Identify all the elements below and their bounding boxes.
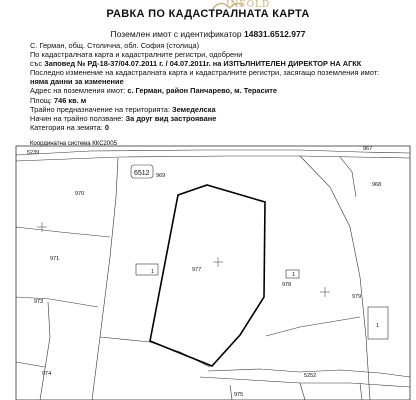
usage-label: Начин на трайно ползване:	[30, 113, 124, 123]
parcel-identifier: 14831.6512.977	[244, 29, 306, 39]
cadastral-map	[0, 137, 416, 400]
parcel-label-977: 977	[192, 267, 202, 273]
parcel-label-978: 978	[282, 282, 292, 288]
category-label: Категория на земята:	[30, 122, 103, 132]
parcel-label-5239: 5239	[27, 150, 40, 156]
parcel-label-971: 971	[50, 256, 60, 262]
category-line	[30, 123, 410, 132]
last-change-value: няма данни за изменение	[30, 77, 124, 87]
building-labels	[151, 269, 379, 329]
purpose-value: Земеделска	[172, 104, 216, 114]
subject-parcel-boundary	[150, 185, 265, 366]
parcel-label-5252: 5252	[304, 373, 317, 379]
building-label: 1	[151, 269, 155, 275]
area-line	[30, 96, 410, 105]
area-label: Площ:	[30, 95, 52, 105]
approval-line: По кадастралната карта и кадастралните регистри, одобрени	[30, 50, 243, 60]
address-line	[30, 86, 410, 95]
parcel-label-969: 969	[156, 173, 166, 179]
purpose-line	[30, 105, 410, 114]
usage-value: За друг вид застрояване	[125, 113, 217, 123]
area-value: 746 кв. м	[54, 95, 87, 105]
order-prefix: със	[30, 59, 43, 69]
last-change-label: Последно изменение на кадастралната карта и кадастралните регистри, засягащо поземления имот:	[30, 68, 380, 78]
purpose-label: Трайно предназначение на територията:	[30, 104, 170, 114]
parcel-label-979: 979	[352, 294, 362, 300]
usage-line	[30, 114, 410, 123]
parcel-label-973: 973	[34, 299, 44, 305]
map-frame	[16, 146, 410, 400]
document-subtitle	[0, 29, 416, 39]
parcel-label-967: 967	[363, 146, 373, 152]
location-line: С. Герман, общ. Столична, обл. София (столица)	[30, 41, 200, 50]
sheet-number: 6512	[134, 170, 150, 177]
parcel-info	[30, 41, 410, 132]
address-value: с. Герман, район Панчарево, м. Терасите	[127, 86, 277, 96]
order-line	[30, 59, 410, 68]
document-title: РАВКА ПО КАДАСТРАЛНАТА КАРТА	[106, 8, 310, 20]
subtitle-label: Поземлен имот с идентификатор	[110, 29, 242, 39]
parcel-label-974: 974	[42, 371, 52, 377]
parcel-label-970: 970	[75, 191, 85, 197]
category-value: 0	[104, 122, 109, 132]
parcel-label-968: 968	[372, 182, 382, 188]
order-text: Заповед № РД-18-37/04.07.2011 г. / 04.07.2011г. на ИЗПЪЛНИТЕЛЕН ДИРЕКТОР НА АГКК	[44, 59, 362, 69]
building-label: 1	[292, 272, 296, 278]
parcel-labels	[27, 146, 381, 398]
logo-text: INFOLD	[226, 0, 271, 10]
address-label: Адрес на поземления имот:	[30, 86, 126, 96]
parcel-label-975: 975	[234, 392, 244, 398]
building-label: 1	[376, 323, 380, 329]
coord-system-label: Координатна система ККС2005	[30, 141, 117, 147]
